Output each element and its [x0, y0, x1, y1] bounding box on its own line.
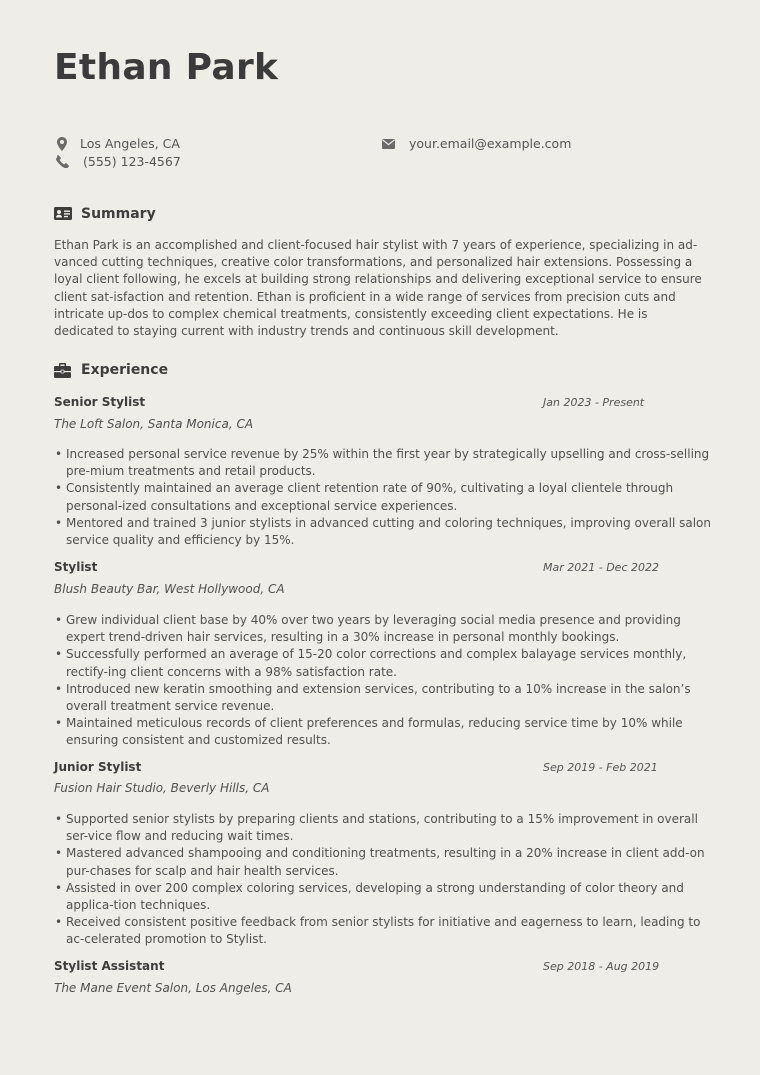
job-company: Fusion Hair Studio, Beverly Hills, CA	[54, 781, 270, 795]
email-text: your.email@example.com	[409, 136, 572, 151]
bullet-item: • Grew individual client base by 40% over two years by leveraging social media presence and providing expert trend-driven hair services, resulting in a 30% increase in personal monthly bookings.	[54, 612, 714, 646]
job-bullets	[54, 446, 714, 549]
bullet-item: • Introduced new keratin smoothing and extension services, contributing to a 10% increase in the salon’s overall treatment service revenue.	[54, 681, 714, 715]
contact-phone	[54, 154, 181, 169]
job-company: The Mane Event Salon, Los Angeles, CA	[54, 981, 292, 995]
bullet-item: • Received consistent positive feedback from senior stylists for initiative and eagerness to learn, leading to ac-celerated promotion to Stylist.	[54, 914, 714, 948]
job-bullets	[54, 811, 714, 949]
candidate-name: Ethan Park	[54, 47, 279, 88]
contact-location	[54, 136, 180, 151]
job-dates: Sep 2018 - Aug 2019	[543, 960, 660, 973]
bullet-item: • Successfully performed an average of 15-20 color corrections and complex balayage services monthly, rectify-ing client concerns with a 98% satisfaction rate.	[54, 646, 714, 680]
phone-icon	[54, 155, 70, 169]
job-company: Blush Beauty Bar, West Hollywood, CA	[54, 582, 285, 596]
summary-heading	[54, 206, 156, 222]
experience-heading	[54, 362, 168, 378]
briefcase-icon	[54, 363, 72, 377]
job-company: The Loft Salon, Santa Monica, CA	[54, 417, 254, 431]
job-title: Stylist Assistant	[54, 959, 165, 973]
bullet-item: • Consistently maintained an average client retention rate of 90%, cultivating a loyal clientele through personal-ized consultations and exceptional service experiences.	[54, 480, 714, 514]
bullet-item: • Mentored and trained 3 junior stylists in advanced cutting and coloring techniques, improving overall salon service quality and efficiency by 15%.	[54, 515, 714, 549]
job-dates: Mar 2021 - Dec 2022	[543, 561, 659, 574]
job-title: Senior Stylist	[54, 395, 146, 409]
envelope-icon	[380, 137, 396, 151]
id-card-icon	[54, 207, 72, 221]
summary-text: Ethan Park is an accomplished and client-focused hair stylist with 7 years of experience, specializing in ad-vanced cutting techniques, creative color transformations, and personalized hair extensions. Possessing a loyal client following, he excels at building strong relationships and delivering exceptional service to ensure client sat-isfaction and retention. Ethan is proficient in a wide range of services from precision cuts and intricate up-dos to complex chemical treatments, consistently exceeding client expectations. He is dedicated to staying current with industry trends and continuous skill development.	[54, 238, 702, 339]
location-text: Los Angeles, CA	[80, 136, 180, 151]
job-title: Junior Stylist	[54, 760, 142, 774]
job-title: Stylist	[54, 560, 98, 574]
bullet-item: • Mastered advanced shampooing and conditioning treatments, resulting in a 20% increase in client add-on pur-chases for scalp and hair health services.	[54, 845, 714, 879]
bullet-item: • Supported senior stylists by preparing clients and stations, contributing to a 15% improvement in overall ser-vice flow and reducing wait times.	[54, 811, 714, 845]
phone-text: (555) 123-4567	[83, 154, 181, 169]
contact-email	[380, 136, 571, 151]
job-dates: Jan 2023 - Present	[543, 396, 645, 409]
bullet-item: • Increased personal service revenue by 25% within the first year by strategically upselling and cross-selling pre-mium treatments and retail products.	[54, 446, 714, 480]
experience-title: Experience	[81, 362, 169, 378]
job-bullets	[54, 612, 714, 750]
map-pin-icon	[54, 137, 70, 151]
bullet-item: • Assisted in over 200 complex coloring services, developing a strong understanding of color theory and applica-tion techniques.	[54, 880, 714, 914]
summary-title: Summary	[81, 206, 156, 222]
job-dates: Sep 2019 - Feb 2021	[543, 761, 658, 774]
bullet-item: • Maintained meticulous records of client preferences and formulas, reducing service time by 10% while ensuring consistent and customized results.	[54, 715, 714, 749]
